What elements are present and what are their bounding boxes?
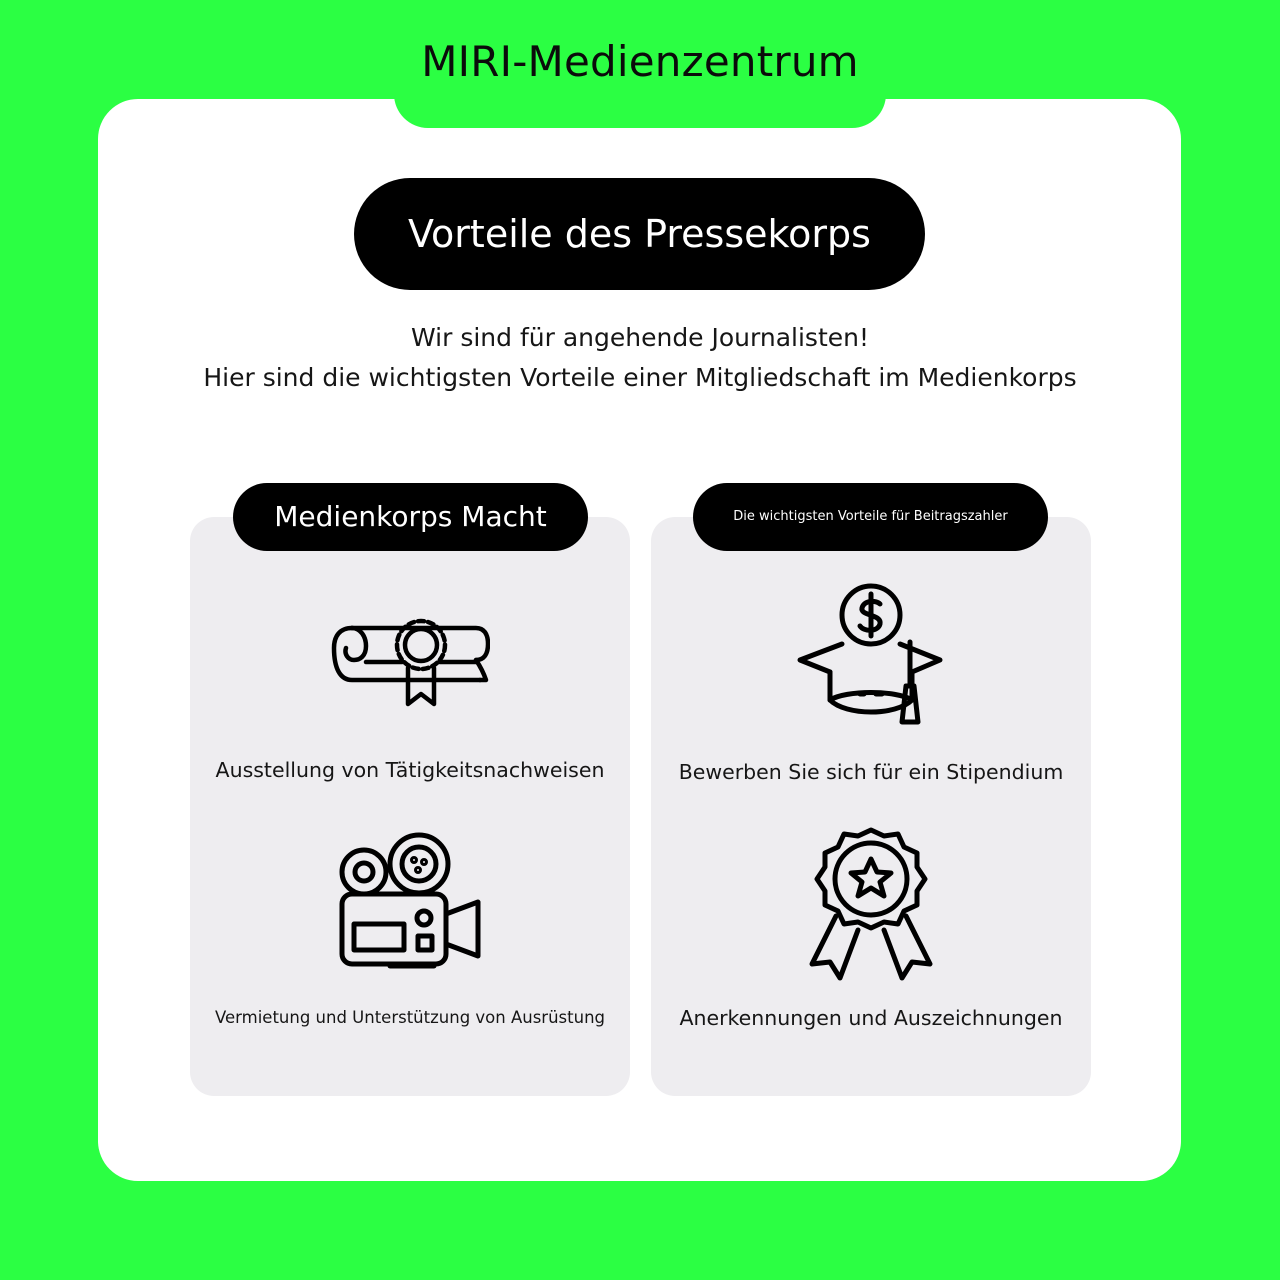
panel-title-right: Die wichtigsten Vorteile für Beitragszahler	[693, 483, 1048, 551]
benefit-label: Ausstellung von Tätigkeitsnachweisen	[215, 758, 605, 782]
intro-line-1: Wir sind für angehende Journalisten!	[410, 323, 869, 352]
award-icon	[806, 824, 936, 984]
benefit-label: Anerkennungen und Auszeichnungen	[679, 1006, 1063, 1030]
headline-pill: Vorteile des Pressekorps	[354, 178, 925, 290]
video-camera-icon	[336, 832, 486, 972]
panel-title-left: Medienkorps Macht	[233, 483, 588, 551]
brand-title: MIRI-Medienzentrum	[421, 37, 859, 86]
benefit-label: Vermietung und Unterstützung von Ausrüstung	[214, 1008, 606, 1027]
benefit-label: Bewerben Sie sich für ein Stipendium	[678, 760, 1064, 784]
intro-text	[140, 318, 1140, 398]
scholarship-icon	[796, 582, 946, 732]
diploma-icon	[330, 614, 490, 710]
intro-line-2: Hier sind die wichtigsten Vorteile einer Mitgliedschaft im Medienkorps	[203, 363, 1077, 392]
